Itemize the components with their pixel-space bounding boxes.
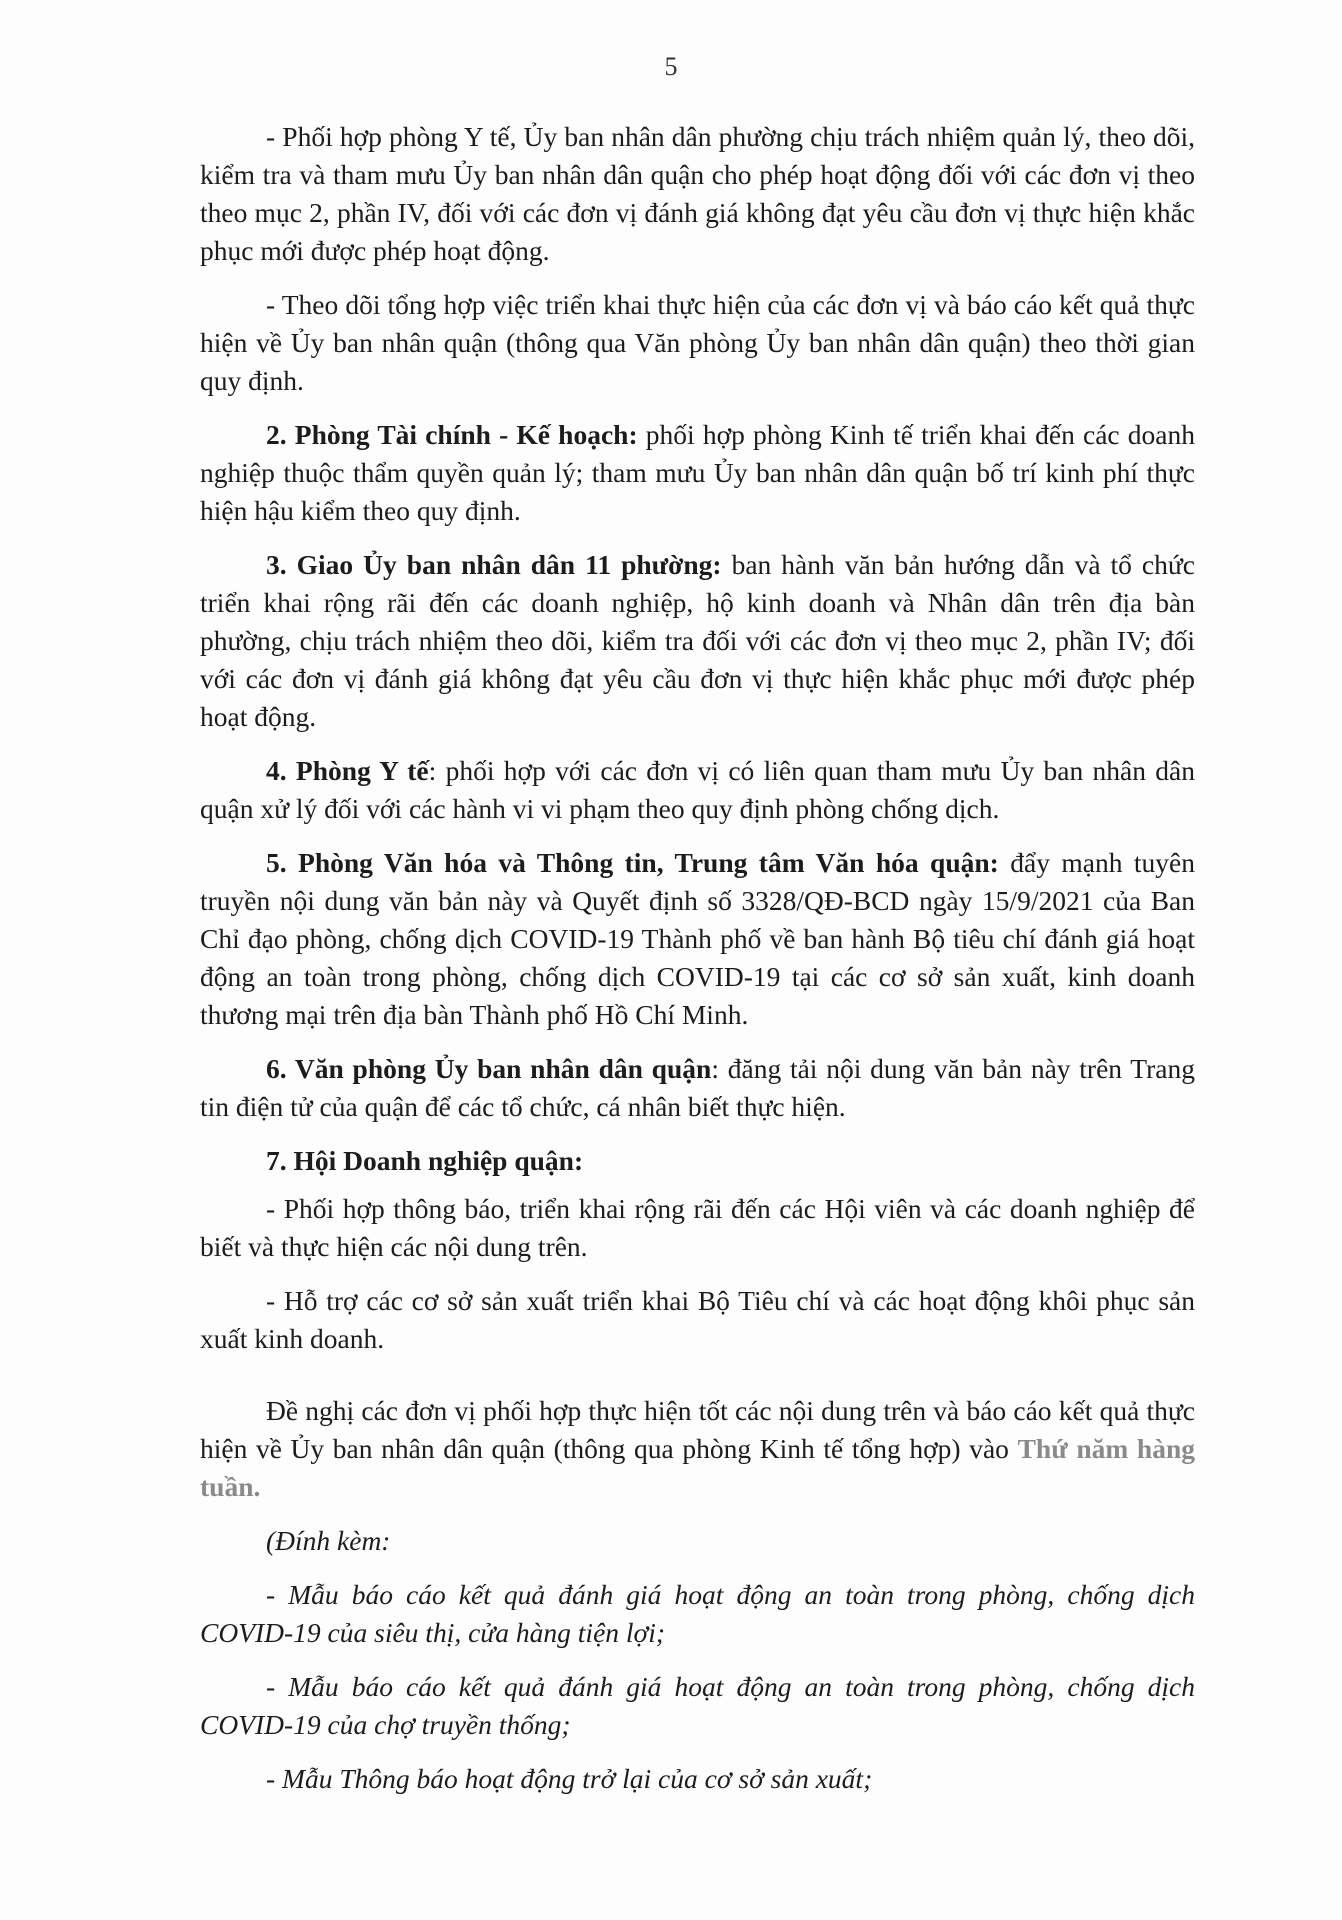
section-heading: 2. Phòng Tài chính - Kế hoạch: bbox=[266, 419, 638, 450]
paragraph-text: - Phối hợp phòng Y tế, Ủy ban nhân dân phường chịu trách nhiệm quản lý, theo dõi, kiểm tra và tham mưu Ủy ban nhân dân quận cho phép hoạt động đối với các đơn vị theo theo mục 2, phần IV, đối với các đơn vị đánh giá không đạt yêu cầu đơn vị thực hiện khắc phục mới được phép hoạt động. bbox=[200, 121, 1195, 266]
section-heading: 4. Phòng Y tế bbox=[266, 755, 429, 786]
paragraph-text: đẩy mạnh tuyên truyền nội dung văn bản này và Quyết định số 3328/QĐ-BCD ngày 15/9/2021 của Ban Chỉ đạo phòng, chống dịch COVID-19 Thành phố về ban hành Bộ tiêu chí đánh giá hoạt động an toàn trong phòng, chống dịch COVID-19 tại các cơ sở sản xuất, kinh doanh thương mại trên địa bàn Thành phố Hồ Chí Minh. bbox=[200, 847, 1195, 1030]
attachment-item bbox=[200, 1576, 1195, 1652]
paragraph-wards bbox=[200, 546, 1195, 736]
paragraph-health-department bbox=[200, 752, 1195, 828]
section-heading: 5. Phòng Văn hóa và Thông tin, Trung tâm Văn hóa quận: bbox=[266, 847, 999, 878]
page-number: 5 bbox=[664, 52, 678, 81]
attachment-item bbox=[200, 1760, 1195, 1798]
document-body bbox=[200, 118, 1195, 1814]
paragraph-culture-information bbox=[200, 844, 1195, 1034]
attachments-intro-text: (Đính kèm: bbox=[266, 1525, 391, 1556]
paragraph-text: : đăng tải nội dung văn bản này trên Trang tin điện tử của quận để các tổ chức, cá nhân biết thực hiện. bbox=[200, 1053, 1196, 1122]
paragraph-text: : phối hợp với các đơn vị có liên quan tham mưu Ủy ban nhân dân quận xử lý đối với các hành vi vi phạm theo quy định phòng chống dịch. bbox=[200, 755, 1195, 824]
paragraph-text: - Phối hợp thông báo, triển khai rộng rãi đến các Hội viên và các doanh nghiệp để biết và thực hiện các nội dung trên. bbox=[200, 1193, 1195, 1262]
paragraph-association-notify bbox=[200, 1190, 1195, 1266]
attachment-text: - Mẫu Thông báo hoạt động trở lại của cơ sở sản xuất; bbox=[266, 1763, 873, 1794]
paragraph-association-support bbox=[200, 1282, 1195, 1358]
paragraph-district-office bbox=[200, 1050, 1195, 1126]
paragraph-finance-planning bbox=[200, 416, 1195, 530]
paragraph-closing-request bbox=[200, 1392, 1195, 1506]
attachments-intro bbox=[200, 1522, 1195, 1560]
section-heading: 3. Giao Ủy ban nhân dân 11 phường: bbox=[266, 549, 722, 580]
closing-deadline: Thứ năm hàng tuần. bbox=[200, 1433, 1195, 1502]
attachment-text: - Mẫu báo cáo kết quả đánh giá hoạt động an toàn trong phòng, chống dịch COVID-19 của siêu thị, cửa hàng tiện lợi; bbox=[200, 1579, 1195, 1648]
paragraph-text: - Hỗ trợ các cơ sở sản xuất triển khai Bộ Tiêu chí và các hoạt động khôi phục sản xuất kinh doanh. bbox=[200, 1285, 1195, 1354]
paragraph-text: - Theo dõi tổng hợp việc triển khai thực hiện của các đơn vị và báo cáo kết quả thực hiện về Ủy ban nhân quận (thông qua Văn phòng Ủy ban nhân dân quận) theo thời gian quy định. bbox=[200, 289, 1195, 396]
section-heading: 7. Hội Doanh nghiệp quận: bbox=[266, 1145, 584, 1176]
paragraph-text: ban hành văn bản hướng dẫn và tổ chức triển khai rộng rãi đến các doanh nghiệp, hộ kinh doanh và Nhân dân trên địa bàn phường, chịu trách nhiệm theo dõi, kiểm tra đối với các đơn vị theo mục 2, phần IV; đối với các đơn vị đánh giá không đạt yêu cầu đơn vị thực hiện khắc phục mới được phép hoạt động. bbox=[200, 549, 1195, 732]
paragraph-business-association bbox=[200, 1142, 1195, 1180]
paragraph-text: phối hợp phòng Kinh tế triển khai đến các doanh nghiệp thuộc thẩm quyền quản lý; tham mưu Ủy ban nhân dân quận bố trí kinh phí thực hiện hậu kiểm theo quy định. bbox=[200, 419, 1195, 526]
attachment-text: - Mẫu báo cáo kết quả đánh giá hoạt động an toàn trong phòng, chống dịch COVID-19 của chợ truyền thống; bbox=[200, 1671, 1195, 1740]
closing-text: Đề nghị các đơn vị phối hợp thực hiện tốt các nội dung trên và báo cáo kết quả thực hiện về Ủy ban nhân dân quận (thông qua phòng Kinh tế tổng hợp) vào bbox=[200, 1395, 1195, 1464]
paragraph-monitoring-report bbox=[200, 286, 1195, 400]
section-heading: 6. Văn phòng Ủy ban nhân dân quận bbox=[266, 1053, 712, 1084]
attachment-item bbox=[200, 1668, 1195, 1744]
paragraph-coordination-health bbox=[200, 118, 1195, 270]
